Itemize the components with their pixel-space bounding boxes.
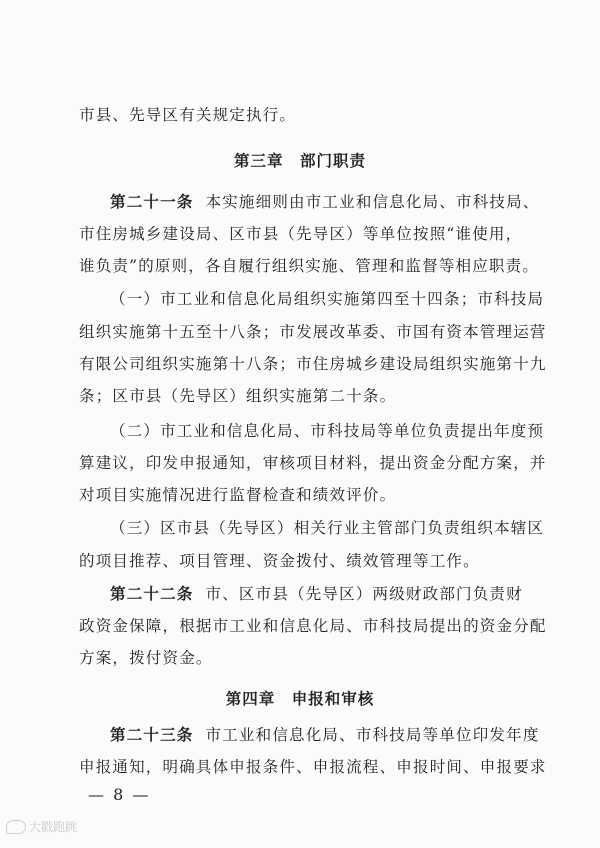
- text-line: 算建议，印发申报通知，审核项目材料，提出资金分配方案，并: [79, 454, 547, 472]
- article-number: 第二十二条: [110, 585, 194, 603]
- text-line: 组织实施第十五至十八条；市发展改革委、市国有资本管理运营: [79, 323, 547, 341]
- text-line: 对项目实施情况进行监督检查和绩效评价。: [79, 486, 397, 504]
- text-line: 条；区市县（先导区）组织实施第二十条。: [79, 387, 397, 405]
- watermark: [6, 818, 77, 835]
- article-number: 第二十三条: [110, 726, 194, 744]
- chapter-heading: 第四章 申报和审核: [225, 690, 375, 708]
- text-line: 方案，拨付资金。: [79, 649, 213, 667]
- watermark-text: 大戳跑跳: [29, 820, 78, 834]
- article-paragraph-line: [110, 583, 530, 605]
- text-line: 有限公司组织实施第十八条；市住房城乡建设局组织实施第十九: [79, 355, 547, 373]
- text-line: 谁负责”的原则，各自履行组织实施、管理和监督等相应职责。: [79, 257, 540, 275]
- text-line: 的项目推荐、项目管理、资金拨付、绩效管理等工作。: [79, 552, 480, 570]
- article-paragraph-line: [110, 724, 540, 746]
- text-line: （三）区市县（先导区）相关行业主管部门负责组织本辖区: [110, 519, 545, 537]
- text-line: 政资金保障，根据市工业和信息化局、市科技局提出的资金分配: [79, 617, 547, 635]
- text-line: 市住房城乡建设局、区市县（先导区）等单位按照“谁使用，: [79, 225, 523, 243]
- article-paragraph-line: [110, 191, 540, 213]
- text-line: （一）市工业和信息化局组织实施第四至十四条；市科技局: [110, 290, 545, 308]
- text-line: 申报通知，明确具体申报条件、申报流程、申报时间、申报要求: [79, 758, 547, 776]
- text-line: （二）市工业和信息化局、市科技局等单位负责提出年度预: [110, 422, 545, 440]
- speech-bubble-icon: [6, 820, 26, 834]
- chapter-heading: 第三章 部门职责: [233, 152, 366, 170]
- text-line: 市县、先导区有关规定执行。: [79, 106, 297, 124]
- article-number: 第二十一条: [110, 193, 194, 211]
- article-text: 市、区市县（先导区）两级财政部门负责财: [205, 585, 523, 603]
- article-text: 市工业和信息化局、市科技局等单位印发年度: [205, 726, 540, 744]
- article-text: 本实施细则由市工业和信息化局、市科技局、: [205, 193, 540, 211]
- page-number: — 8 —: [88, 785, 151, 804]
